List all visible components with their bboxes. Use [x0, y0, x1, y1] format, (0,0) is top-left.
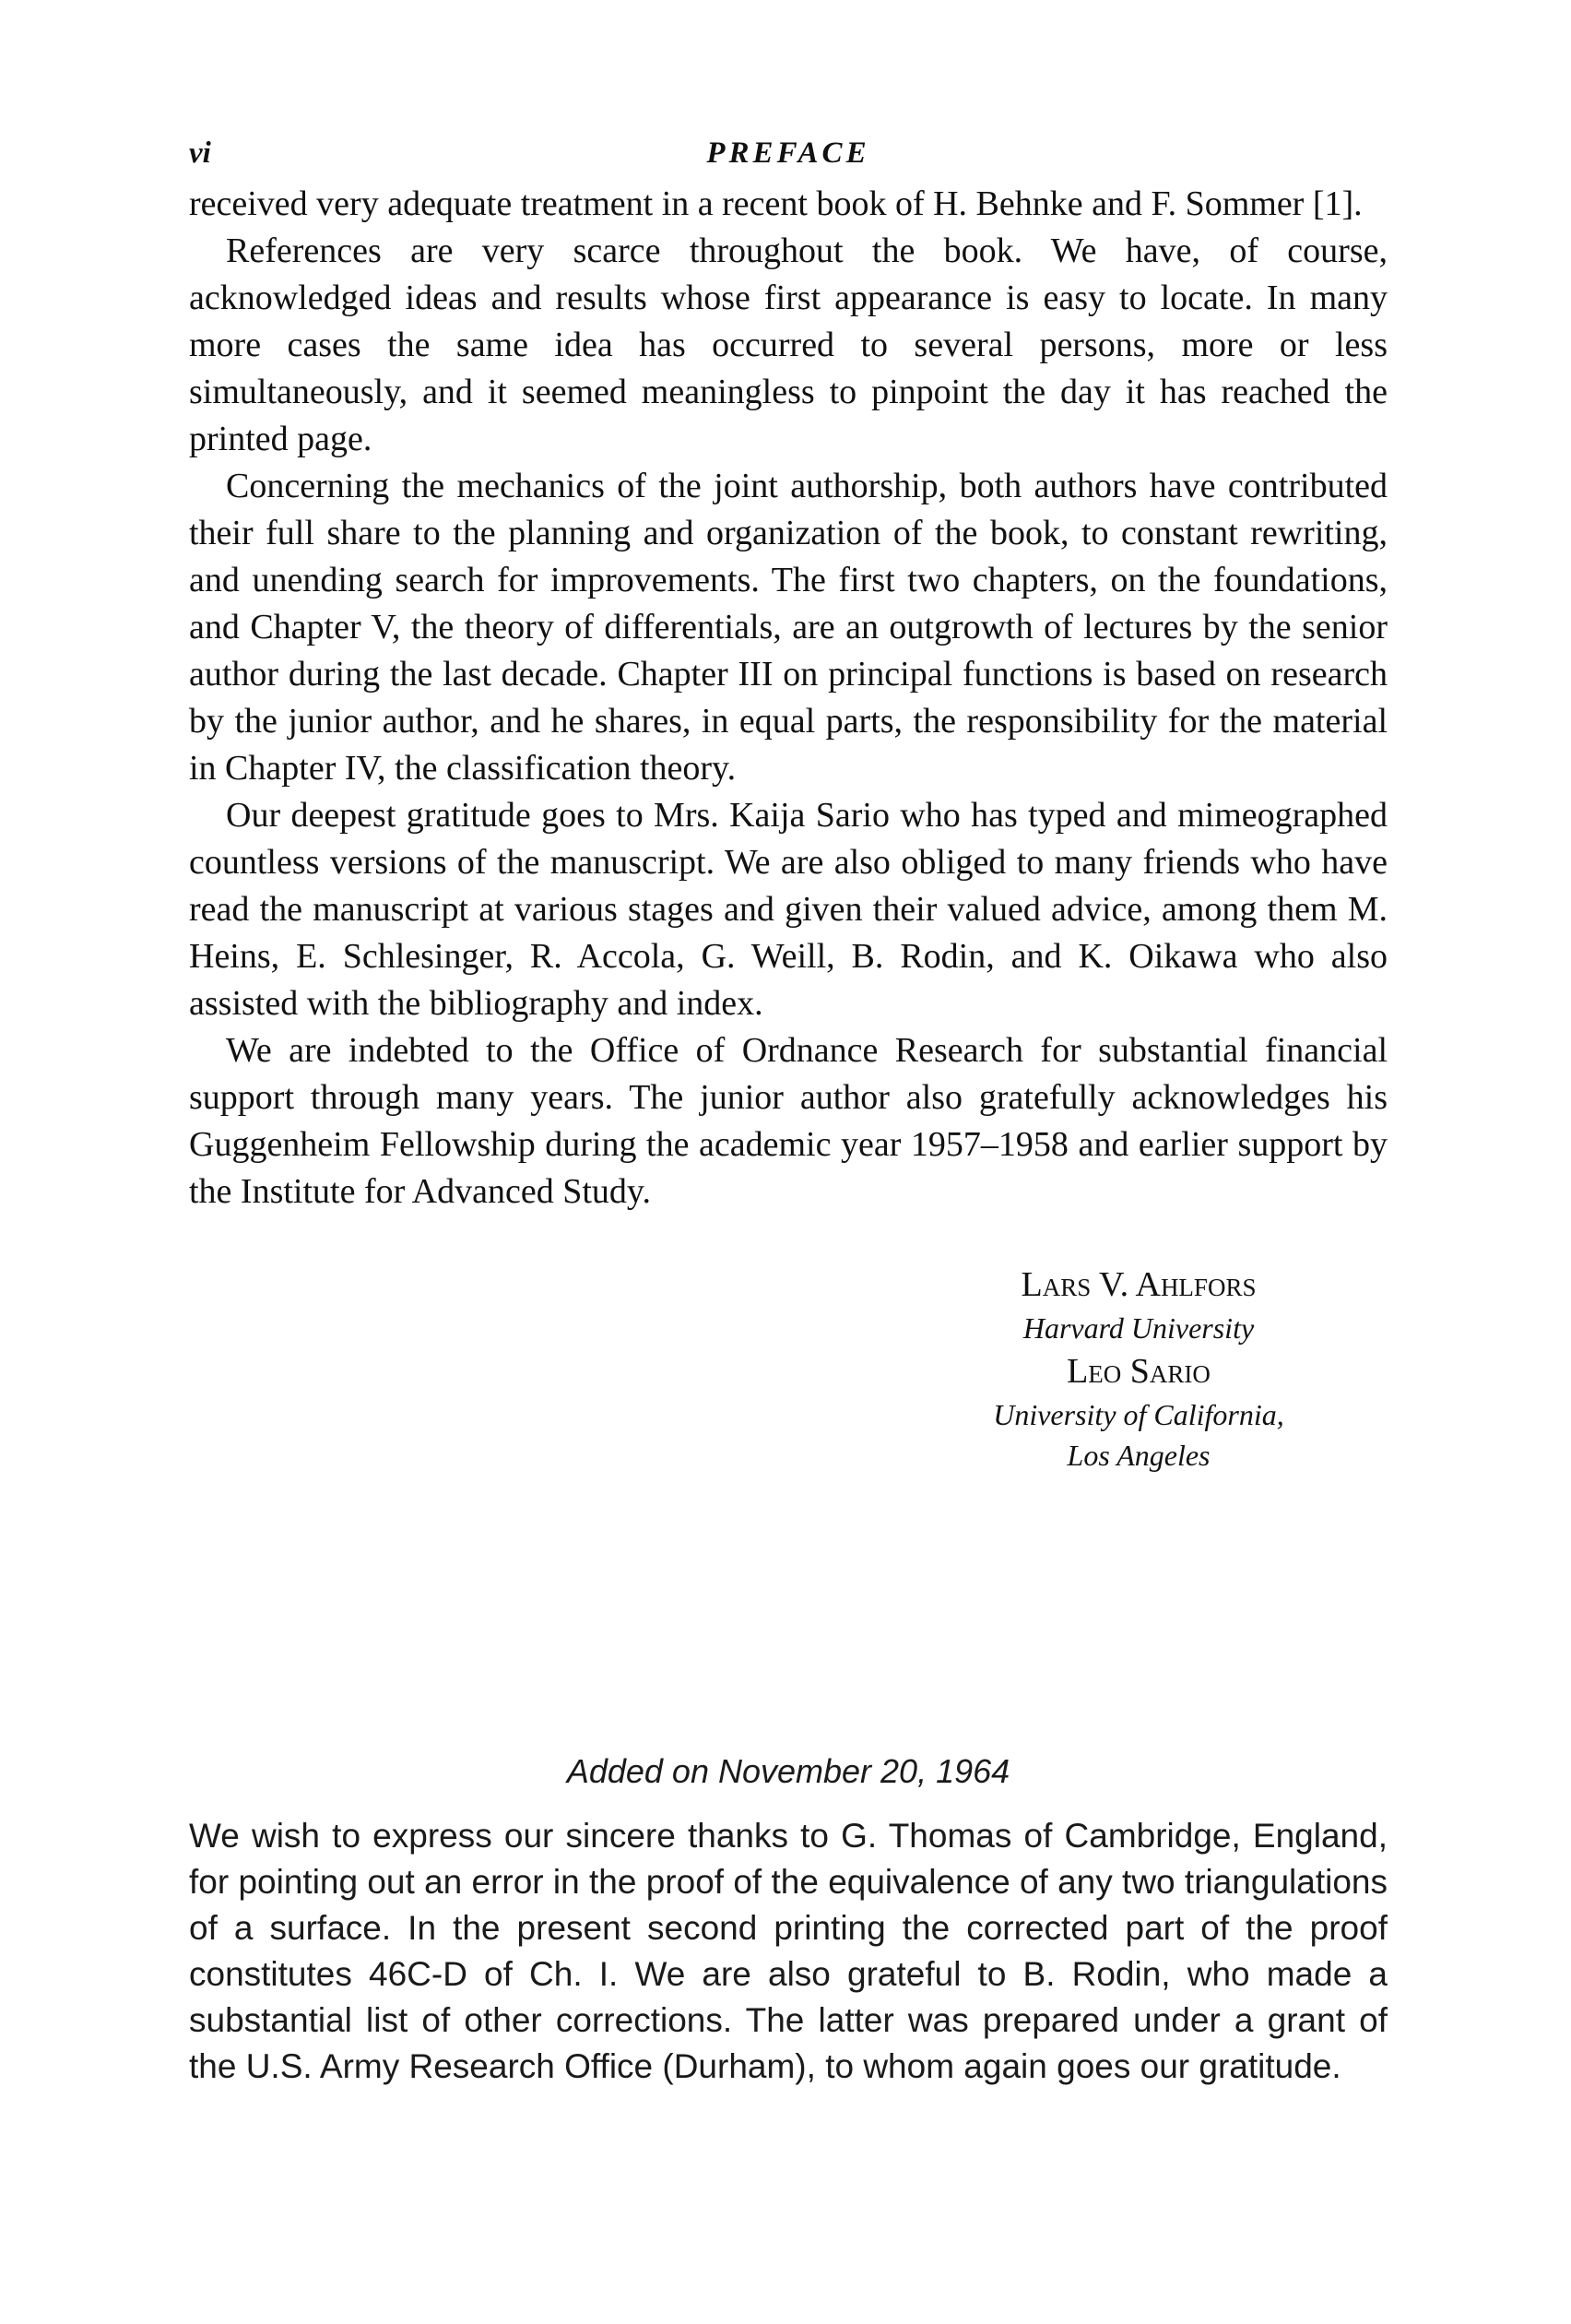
- paragraph-continuation: received very adequate treatment in a recent book of H. Behnke and F. Sommer [1].: [189, 184, 1363, 223]
- author-name-ahlfors: Lars V. Ahlfors: [1021, 1265, 1257, 1304]
- running-head: [189, 120, 1388, 181]
- page-content: [189, 120, 1388, 1476]
- paragraph-support: We are indebted to the Office of Ordnance Research for substantial financial support through many years. The junior author also gratefully acknowledges his Guggenheim Fellowship during the academic year 1957–1958 and earlier support by the Institute for Advanced Study.: [189, 1031, 1388, 1211]
- author-name-sario: Leo Sario: [1067, 1352, 1211, 1391]
- addendum-title: Added on November 20, 1964: [566, 1752, 1010, 1790]
- paragraph-gratitude: Our deepest gratitude goes to Mrs. Kaija Sario who has typed and mimeographed countless versions of the manuscript. We are also obliged to many friends who have read the manuscript at various stages and given their valued advice, among them M. Heins, E. Schlesinger, R. Accola, G. Weill, B. Rodin, and K. Oikawa who also assisted with the bibliography and index.: [189, 796, 1388, 1023]
- paragraph-references: References are very scarce throughout the book. We have, of course, acknowledged ideas and results whose first appearance is easy to locate. In many more cases the same idea has occurred to several persons, more or less simultaneously, and it seemed meaningless to pinpoint the day it has reached the printed page.: [189, 231, 1388, 458]
- page-number: vi: [189, 136, 211, 170]
- addendum-section: [189, 1752, 1388, 2090]
- running-title: PREFACE: [706, 136, 870, 170]
- author-affiliation-ahlfors: Harvard University: [1022, 1311, 1255, 1345]
- author-affiliation-sario-line1: University of California,: [993, 1398, 1284, 1431]
- author-affiliation-sario-line2: Los Angeles: [1067, 1439, 1211, 1472]
- paragraph-authorship: Concerning the mechanics of the joint authorship, both authors have contributed their full share to the planning and organization of the book, to constant rewriting, and unending search for improvements. The first two chapters, on the foundations, and Chapter V, the theory of differentials, are an outgrowth of lectures by the senior author during the last decade. Chapter III on principal functions is based on research by the junior author, and he shares, in equal parts, the responsibility for the material in Chapter IV, the classification theory.: [189, 467, 1388, 788]
- signature-block: [908, 1262, 1369, 1476]
- addendum-text: We wish to express our sincere thanks to G. Thomas of Cambridge, England, for pointing out an error in the proof of the equivalence of any two triangulations of a surface. In the present second printing the corrected part of the proof constitutes 46C-D of Ch. I. We are also grateful to B. Rodin, who made a substantial list of other corrections. The latter was prepared under a grant of the U.S. Army Research Office (Durham), to whom again goes our gratitude.: [189, 1817, 1388, 2085]
- preface-body: [189, 181, 1388, 1215]
